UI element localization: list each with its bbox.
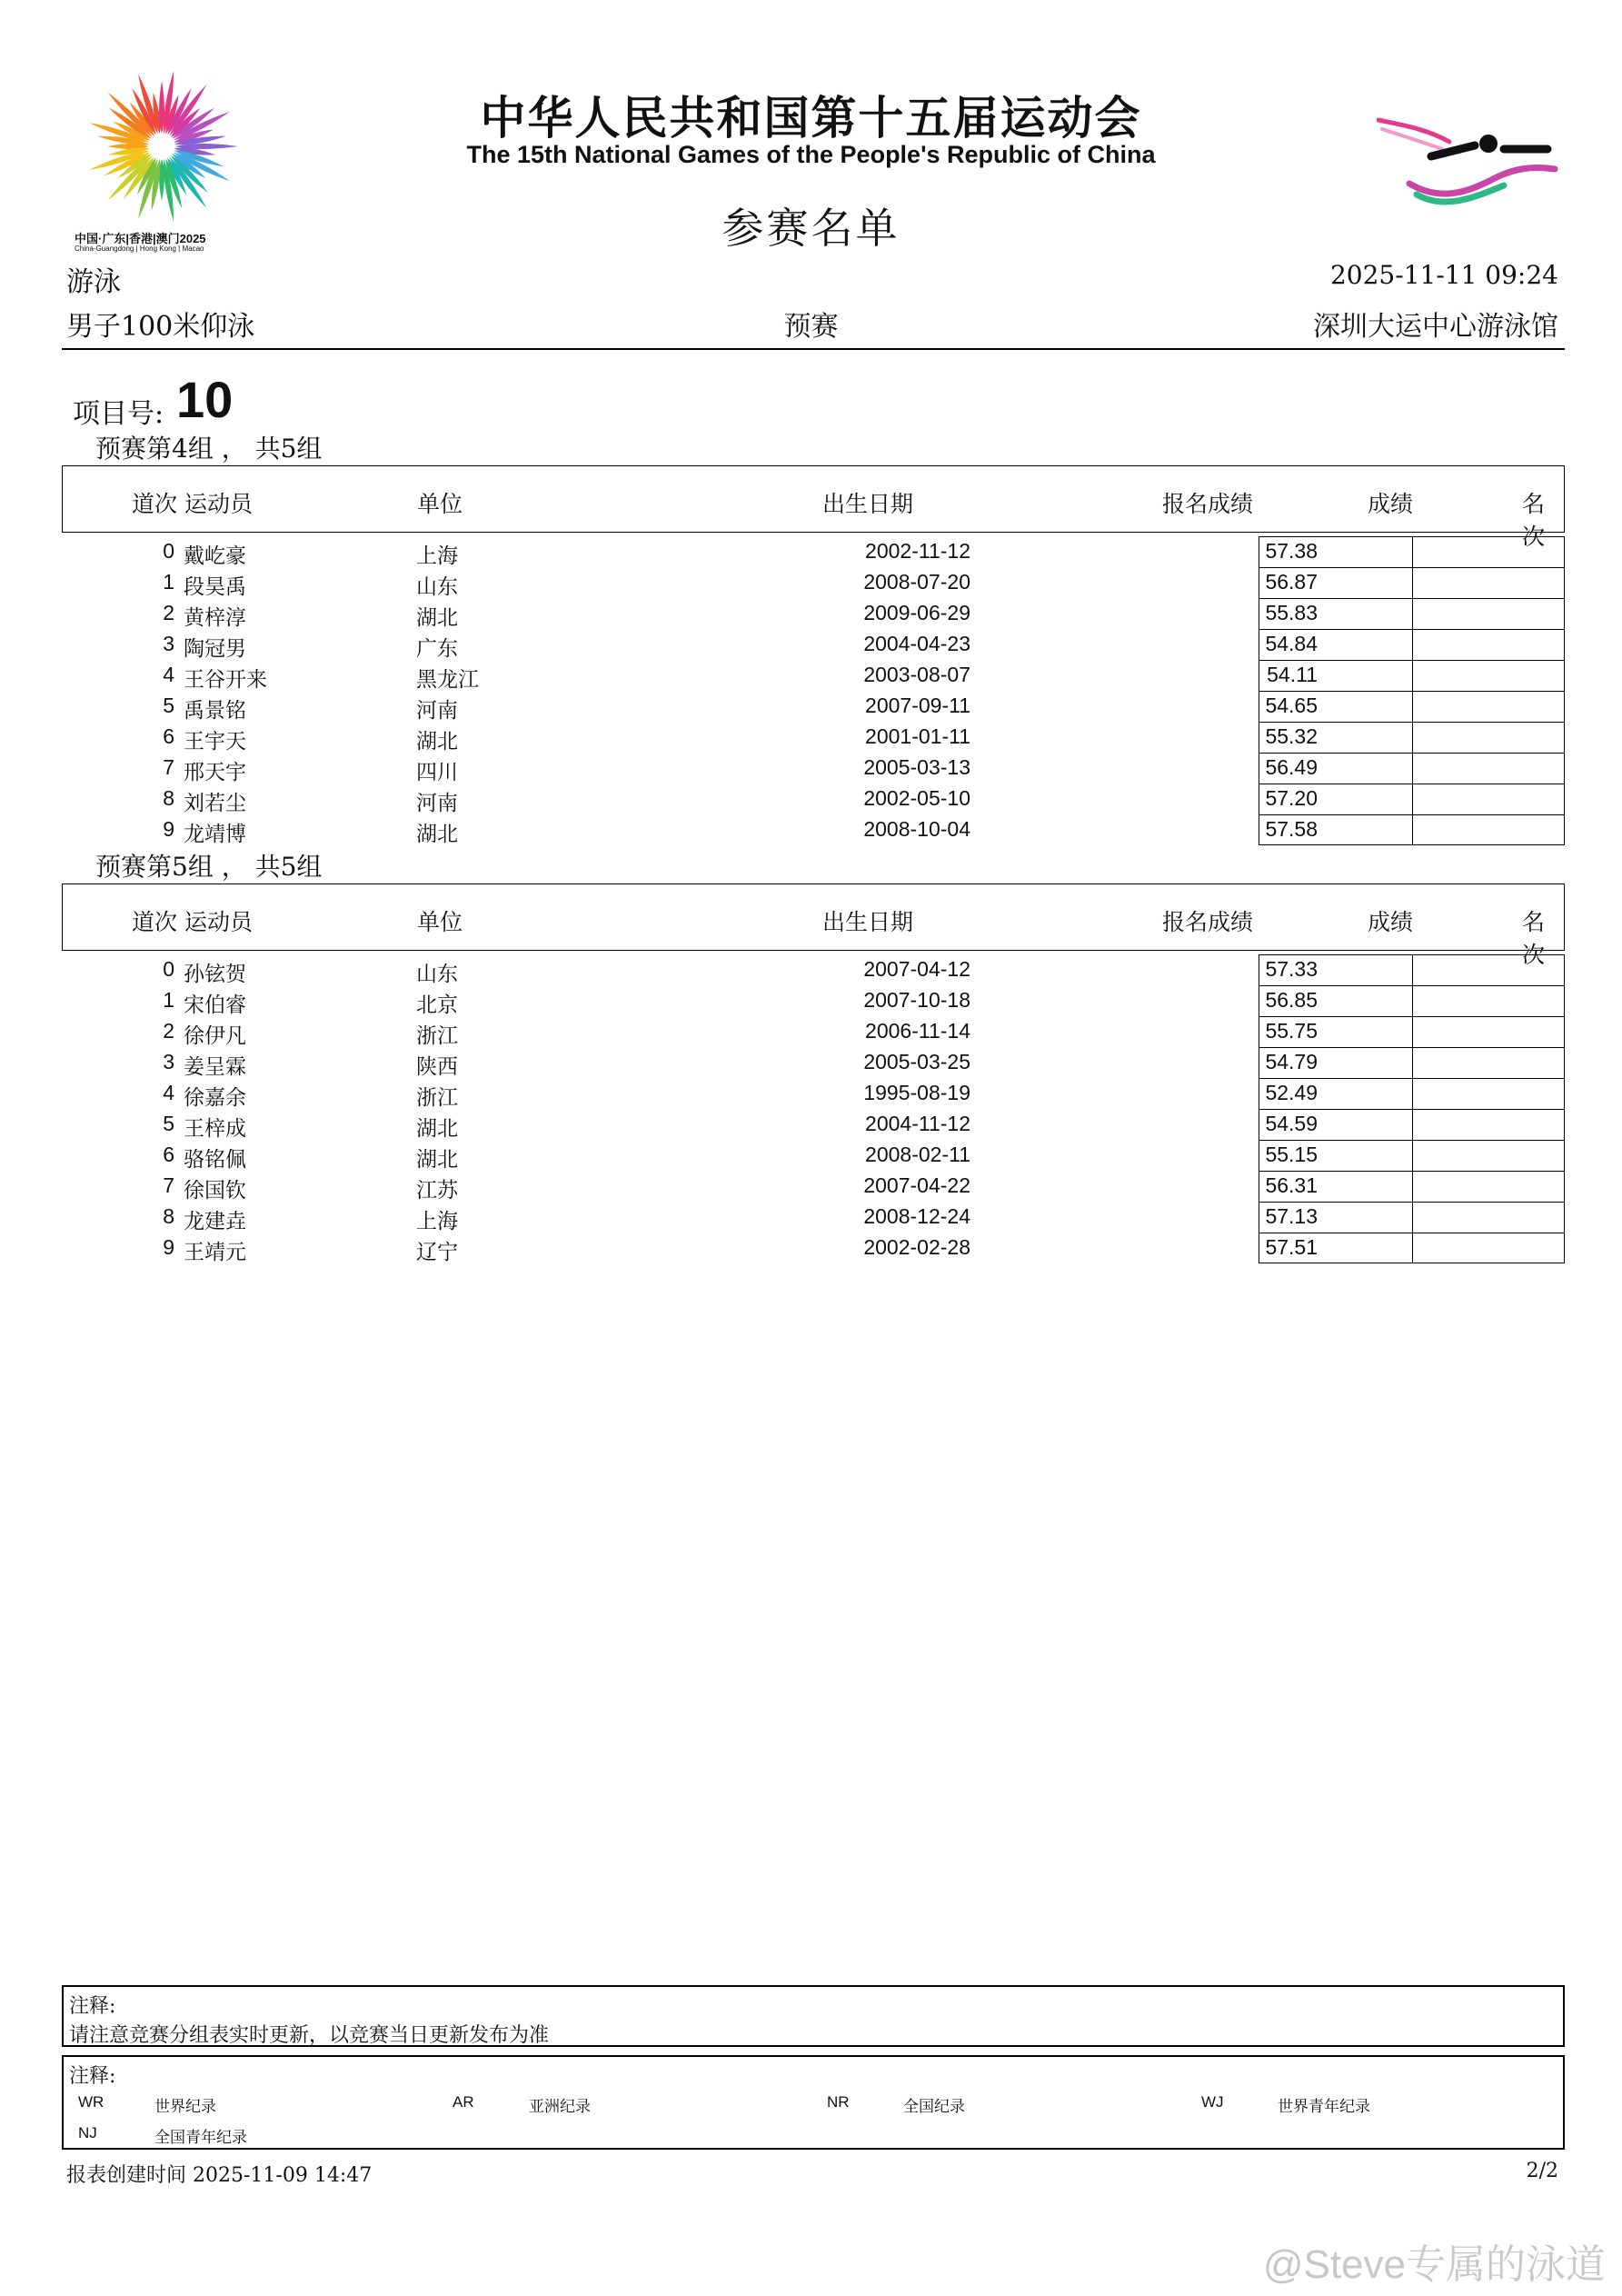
team-name: 湖北 xyxy=(416,1117,458,1141)
result-rank-cells xyxy=(1259,722,1565,753)
athlete-name: 孙铉贺 xyxy=(184,963,246,986)
athlete-name: 龙建垚 xyxy=(184,1210,246,1233)
result-rank-cells xyxy=(1259,536,1565,567)
entry-time: 56.85 xyxy=(1265,988,1318,1012)
col-result: 成绩 xyxy=(1368,491,1414,517)
athlete-name: 王谷开来 xyxy=(184,668,267,692)
result-rank-cells xyxy=(1259,598,1565,629)
event-number: 10 xyxy=(176,371,234,428)
lane-number: 2 xyxy=(163,1019,174,1043)
lane-number: 5 xyxy=(163,1112,174,1135)
lane-number: 1 xyxy=(163,570,174,594)
entry-time: 55.32 xyxy=(1265,724,1318,748)
team-name: 上海 xyxy=(416,1210,458,1233)
birth-date: 2003-08-07 xyxy=(863,663,970,686)
result-rank-cells xyxy=(1259,1047,1565,1078)
legend-box xyxy=(62,2055,1565,2150)
col-lane: 道次 xyxy=(132,909,178,935)
athlete-name: 邢天宇 xyxy=(184,761,246,784)
legend-desc: 亚洲纪录 xyxy=(529,2098,591,2116)
birth-date: 2001-01-11 xyxy=(865,724,970,748)
col-dob: 出生日期 xyxy=(822,491,914,517)
entry-time: 54.84 xyxy=(1265,632,1318,655)
report-created-time: 报表创建时间 2025-11-09 14:47 xyxy=(66,2164,373,2187)
lane-number: 8 xyxy=(163,1204,174,1228)
table-header xyxy=(62,465,1565,550)
col-team: 单位 xyxy=(417,491,463,517)
col-athlete: 运动员 xyxy=(184,491,254,517)
lane-number: 0 xyxy=(163,539,174,563)
team-name: 河南 xyxy=(416,699,458,723)
col-entry: 报名成绩 xyxy=(1162,491,1254,517)
result-rank-cells xyxy=(1259,1109,1565,1140)
col-rank: 名次 xyxy=(1522,909,1546,968)
notes-box xyxy=(62,1985,1565,2047)
entry-time: 55.15 xyxy=(1265,1143,1318,1166)
notes-text: 请注意竞赛分组表实时更新，以竞赛当日更新发布为准 xyxy=(69,2024,550,2047)
col-athlete: 运动员 xyxy=(184,909,254,935)
result-rank-cells xyxy=(1259,629,1565,660)
entry-time: 57.38 xyxy=(1265,539,1318,563)
birth-date: 2004-11-12 xyxy=(865,1112,970,1135)
birth-date: 2002-05-10 xyxy=(863,786,970,810)
athlete-name: 徐伊凡 xyxy=(184,1024,246,1048)
venue-name: 深圳大运中心游泳馆 xyxy=(1313,311,1558,343)
team-name: 湖北 xyxy=(416,823,458,846)
entry-time: 52.49 xyxy=(1265,1081,1318,1104)
entry-time: 57.33 xyxy=(1265,957,1318,981)
result-rank-cells xyxy=(1259,660,1565,691)
legend-code: NR xyxy=(827,2093,850,2111)
entry-time: 56.49 xyxy=(1265,755,1318,779)
team-name: 辽宁 xyxy=(416,1241,458,1264)
document-title: 参赛名单 xyxy=(721,204,901,253)
athlete-name: 王宇天 xyxy=(184,730,246,754)
result-rank-cells xyxy=(1259,814,1565,845)
birth-date: 2009-06-29 xyxy=(863,601,970,624)
event-name: 男子100米仰泳 xyxy=(66,311,255,343)
watermark: @Steve专属的泳道 xyxy=(1262,2242,1606,2287)
entry-time: 57.20 xyxy=(1265,786,1318,810)
games-title-en: The 15th National Games of the People's Republic of China xyxy=(466,141,1156,168)
athlete-name: 龙靖博 xyxy=(184,823,246,846)
col-rank: 名次 xyxy=(1522,491,1546,550)
result-rank-cells xyxy=(1259,1171,1565,1202)
athlete-name: 陶冠男 xyxy=(184,637,246,661)
lane-number: 7 xyxy=(163,1173,174,1197)
athlete-name: 戴屹豪 xyxy=(184,544,246,568)
col-team: 单位 xyxy=(417,909,463,935)
result-rank-cells xyxy=(1259,1233,1565,1263)
result-rank-cells xyxy=(1259,691,1565,722)
birth-date: 2007-04-22 xyxy=(863,1173,970,1197)
result-rank-cells xyxy=(1259,753,1565,784)
athlete-name: 王梓成 xyxy=(184,1117,246,1141)
header-divider xyxy=(62,348,1565,350)
legend-desc: 世界纪录 xyxy=(154,2098,216,2116)
birth-date: 2004-04-23 xyxy=(863,632,970,655)
athlete-name: 王靖元 xyxy=(184,1241,246,1264)
team-name: 北京 xyxy=(416,993,458,1017)
table-header xyxy=(62,883,1565,968)
lane-number: 9 xyxy=(163,817,174,841)
col-entry: 报名成绩 xyxy=(1162,909,1254,935)
page-number: 2/2 xyxy=(1526,2160,1558,2182)
lane-number: 2 xyxy=(163,601,174,624)
birth-date: 2002-11-12 xyxy=(865,539,970,563)
heat-title: 预赛第4组 ， 共5组 xyxy=(95,434,323,464)
athlete-name: 姜呈霖 xyxy=(184,1055,246,1079)
birth-date: 2006-11-14 xyxy=(865,1019,970,1043)
legend-code: AR xyxy=(453,2093,474,2111)
result-rank-cells xyxy=(1259,1140,1565,1171)
team-name: 浙江 xyxy=(416,1086,458,1110)
legend-desc: 全国青年纪录 xyxy=(154,2129,247,2147)
birth-date: 1995-08-19 xyxy=(863,1081,970,1104)
legend-code: WJ xyxy=(1201,2093,1224,2111)
team-name: 河南 xyxy=(416,792,458,815)
heat-title: 预赛第5组 ， 共5组 xyxy=(95,852,323,882)
result-rank-cells xyxy=(1259,1202,1565,1233)
birth-date: 2007-10-18 xyxy=(863,988,970,1012)
birth-date: 2005-03-25 xyxy=(863,1050,970,1073)
entry-time: 54.11 xyxy=(1267,663,1318,686)
print-datetime: 2025-11-11 09:24 xyxy=(1329,260,1558,290)
team-name: 陕西 xyxy=(416,1055,458,1079)
team-name: 黑龙江 xyxy=(416,668,479,692)
entry-time: 57.13 xyxy=(1265,1204,1318,1228)
legend-label: 注释: xyxy=(69,2065,116,2088)
birth-date: 2007-04-12 xyxy=(863,957,970,981)
legend-desc: 世界青年纪录 xyxy=(1278,2098,1370,2116)
athlete-name: 宋伯睿 xyxy=(184,993,246,1017)
lane-number: 9 xyxy=(163,1235,174,1259)
lane-number: 3 xyxy=(163,632,174,655)
entry-time: 54.59 xyxy=(1265,1112,1318,1135)
team-name: 上海 xyxy=(416,544,458,568)
games-title-cn: 中华人民共和国第十五届运动会 xyxy=(480,92,1142,145)
athlete-name: 黄梓淳 xyxy=(184,606,246,630)
legend-code: NJ xyxy=(78,2124,97,2141)
athlete-name: 禹景铭 xyxy=(184,699,246,723)
birth-date: 2002-02-28 xyxy=(863,1235,970,1259)
team-name: 湖北 xyxy=(416,730,458,754)
team-name: 江苏 xyxy=(416,1179,458,1203)
event-number-label: 项目号: xyxy=(73,398,164,430)
birth-date: 2007-09-11 xyxy=(865,694,970,717)
team-name: 山东 xyxy=(416,963,458,986)
notes-label: 注释: xyxy=(69,1995,116,2018)
legend-desc: 全国纪录 xyxy=(903,2098,965,2116)
col-lane: 道次 xyxy=(132,491,178,517)
athlete-name: 徐嘉余 xyxy=(184,1086,246,1110)
lane-number: 0 xyxy=(163,957,174,981)
entry-time: 57.51 xyxy=(1265,1235,1318,1259)
lane-number: 4 xyxy=(163,1081,174,1104)
logo-caption-en: China-Guangdong | Hong Kong | Macao xyxy=(75,245,204,253)
team-name: 湖北 xyxy=(416,1148,458,1172)
team-name: 四川 xyxy=(416,761,458,784)
lane-number: 7 xyxy=(163,755,174,779)
col-dob: 出生日期 xyxy=(822,909,914,935)
athlete-name: 骆铭佩 xyxy=(184,1148,246,1172)
entry-time: 56.87 xyxy=(1265,570,1318,594)
lane-number: 3 xyxy=(163,1050,174,1073)
team-name: 湖北 xyxy=(416,606,458,630)
entry-time: 56.31 xyxy=(1265,1173,1318,1197)
athlete-name: 段昊禹 xyxy=(184,575,246,599)
lane-number: 5 xyxy=(163,694,174,717)
entry-time: 55.75 xyxy=(1265,1019,1318,1043)
birth-date: 2008-10-04 xyxy=(863,817,970,841)
result-rank-cells xyxy=(1259,567,1565,598)
result-rank-cells xyxy=(1259,1016,1565,1047)
team-name: 浙江 xyxy=(416,1024,458,1048)
result-rank-cells xyxy=(1259,1078,1565,1109)
team-name: 广东 xyxy=(416,637,458,661)
birth-date: 2008-12-24 xyxy=(863,1204,970,1228)
col-result: 成绩 xyxy=(1368,909,1414,935)
entry-time: 54.65 xyxy=(1265,694,1318,717)
result-rank-cells xyxy=(1259,954,1565,985)
result-rank-cells xyxy=(1259,784,1565,814)
sport-label: 游泳 xyxy=(66,266,121,298)
lane-number: 1 xyxy=(163,988,174,1012)
birth-date: 2008-02-11 xyxy=(865,1143,970,1166)
athlete-name: 刘若尘 xyxy=(184,792,246,815)
result-rank-cells xyxy=(1259,985,1565,1016)
lane-number: 4 xyxy=(163,663,174,686)
logo-caption: 中国·广东|香港|澳门2025 xyxy=(75,232,206,245)
team-name: 山东 xyxy=(416,575,458,599)
birth-date: 2008-07-20 xyxy=(863,570,970,594)
legend-code: WR xyxy=(78,2093,104,2111)
entry-time: 54.79 xyxy=(1265,1050,1318,1073)
round-name: 预赛 xyxy=(783,311,839,343)
entry-time: 57.58 xyxy=(1265,817,1318,841)
lane-number: 8 xyxy=(163,786,174,810)
lane-number: 6 xyxy=(163,724,174,748)
lane-number: 6 xyxy=(163,1143,174,1166)
athlete-name: 徐国钦 xyxy=(184,1179,246,1203)
entry-time: 55.83 xyxy=(1265,601,1318,624)
birth-date: 2005-03-13 xyxy=(863,755,970,779)
